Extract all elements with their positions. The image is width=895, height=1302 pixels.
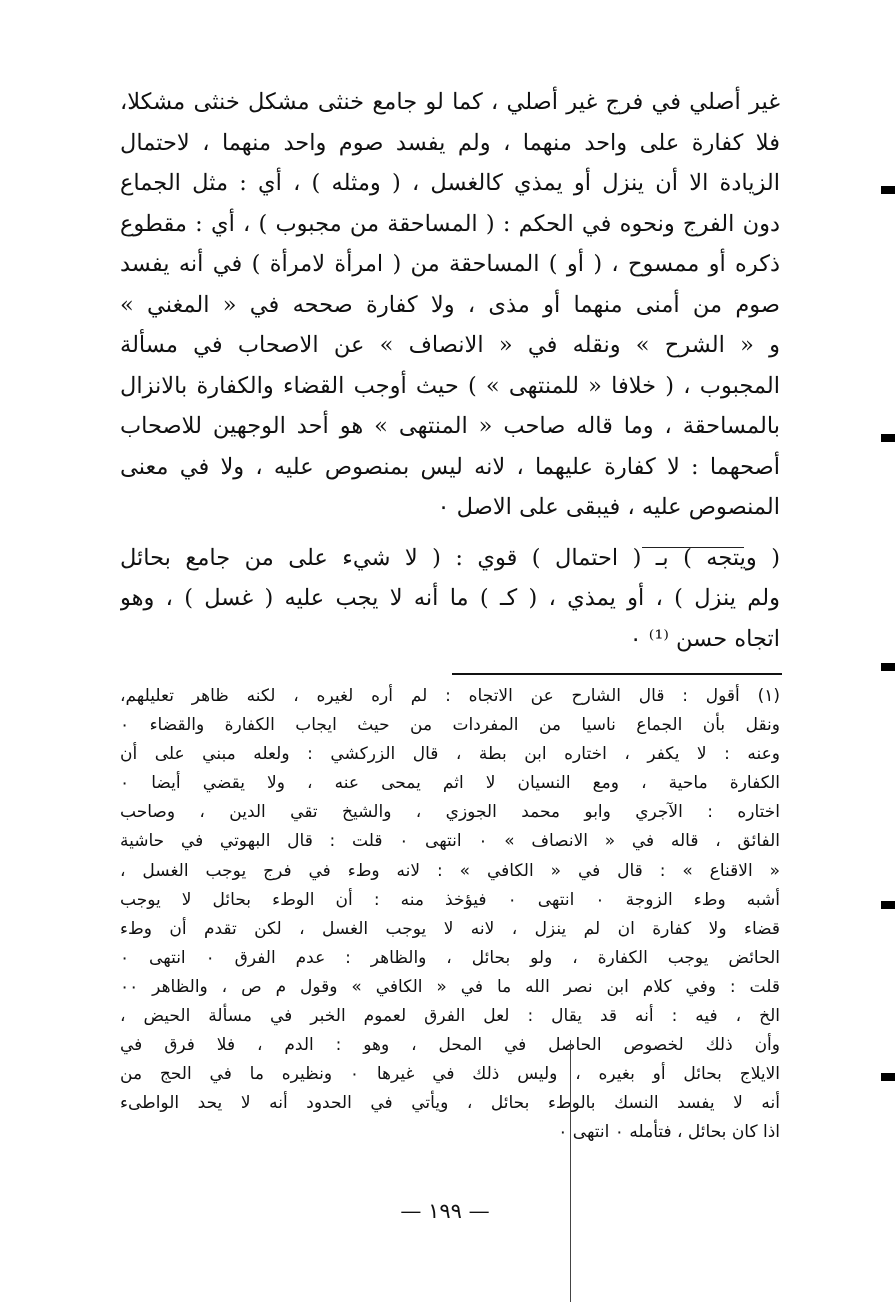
text-line: صوم من أمنى منهما أو مذى ، ولا كفارة صححه في « المغني »: [120, 291, 780, 318]
footnote-line: اختاره : الآجري وابو محمد الجوزي ، والشيخ تقي الدين ، وصاحب: [120, 802, 780, 823]
margin-mark: [881, 663, 895, 671]
text-line: ذكره أو ممسوح ، ( أو ) المساحقة من ( امرأة لامرأة ) في أنه يفسد: [120, 251, 780, 277]
footnote-line: الخ ، فيه : أنه قد يقال : لعل الفرق لعموم الخبر في مسألة الحيض ،: [120, 1006, 780, 1027]
text-line: المنصوص عليه ، فيبقى على الاصل ٠: [437, 494, 780, 520]
footnote-line: وأن ذلك لخصوص الحاصل في المحل ، وهو : الدم ، فلا فرق في: [120, 1035, 780, 1056]
paragraph-gap: [120, 528, 780, 538]
footnote-line: الحائض يوجب الكفارة ، ولو بحائل ، والظاهر : عدم الفرق ٠ انتهى ٠: [120, 947, 780, 968]
footnote-line: « الاقناع » : قال في « الكافي » : لانه وطء في فرج يوجب الغسل ،: [120, 860, 780, 881]
margin-mark: [881, 1073, 895, 1081]
page-number: — ١٩٩ —: [400, 1199, 490, 1223]
text-line: ( ويتجه ) بـ ( احتمال ) قوي : ( لا شيء على من جامع بحائل: [120, 544, 780, 571]
footnote: [120, 682, 780, 1148]
footnote-line: الفائق ، قاله في « الانصاف » ٠ انتهى ٠ قلت : قال البهوتي في حاشية: [120, 831, 780, 852]
footnote-line: قلت : وفي كلام ابن نصر الله ما في « الكافي » وقول م ص ، والظاهر ٠٠: [120, 976, 780, 997]
footnote-line: قضاء ولا كفارة ان لم ينزل ، لانه لا يوجب الغسل ، لكن تقدم أن وطء: [120, 918, 780, 939]
text-line: فلا كفارة على واحد منهما ، ولم يفسد صوم واحد منهما ، لاحتمال: [120, 129, 780, 156]
text-line: أصحهما : لا كفارة عليهما ، لانه ليس بمنصوص عليه ، ولا في معنى: [120, 453, 780, 480]
text-line: المجبوب ، ( خلافا « للمنتهى » ) حيث أوجب القضاء والكفارة بالانزال: [120, 372, 780, 399]
main-paragraph-1: [120, 82, 780, 659]
footnote-line: ونقل بأن الجماع ناسيا من المفردات من حيث ايجاب الكفارة والقضاء ٠: [120, 715, 780, 736]
footnote-line: (١) أقول : قال الشارح عن الاتجاه : لم أره لغيره ، لكنه ظاهر تعليلهم،: [120, 686, 780, 706]
text-line: الزيادة الا أن ينزل أو يمذي كالغسل ، ( ومثله ) ، أي : مثل الجماع: [120, 170, 780, 196]
text-line: و « الشرح » ونقله في « الانصاف » عن الاصحاب في مسألة: [120, 332, 780, 358]
footnote-line: وعنه : لا يكفر ، اختاره ابن بطة ، قال الزركشي : ولعله مبني على أن: [120, 744, 780, 765]
footnote-line: الايلاج بحائل أو بغيره ، وليس ذلك في غيرها ٠ ونظيره ما في الحج من: [120, 1064, 780, 1085]
footnote-line: الكفارة ماحية ، ومع النسيان لا اثم يمحى عنه ، ولا يقضي أيضا ٠: [120, 773, 780, 794]
binding-edge-line: [570, 1040, 571, 1302]
margin-mark: [881, 186, 895, 194]
footnote-line: أشبه وطء الزوجة ٠ انتهى ٠ فيؤخذ منه : أن الوطء بحائل لا يوجب: [120, 889, 780, 910]
text-line: اتجاه حسن ⁽¹⁾ ٠: [629, 625, 780, 652]
text-line: غير أصلي في فرج غير أصلي ، كما لو جامع خنثى مشكل خنثى مشكلا،: [120, 89, 780, 115]
text-line: ولم ينزل ) ، أو يمذي ، ( كـ ) ما أنه لا يجب عليه ( غسل ) ، وهو: [120, 585, 780, 611]
text-line: دون الفرج ونحوه في الحكم : ( المساحقة من مجبوب ) ، أي : مقطوع: [120, 210, 780, 237]
text-line: بالمساحقة ، وما قاله صاحب « المنتهى » هو أحد الوجهين للاصحاب: [120, 413, 780, 439]
margin-mark: [881, 434, 895, 442]
footnote-separator: [452, 673, 782, 675]
overline-mark: [642, 547, 744, 548]
footnote-line: أنه لا يفسد النسك بالوطء بحائل ، ويأتي في الحدود أنه لا يحد الواطىء: [120, 1093, 780, 1114]
margin-mark: [881, 901, 895, 909]
footnote-line: اذا كان بحائل ، فتأمله ٠ انتهى ٠: [558, 1122, 780, 1143]
